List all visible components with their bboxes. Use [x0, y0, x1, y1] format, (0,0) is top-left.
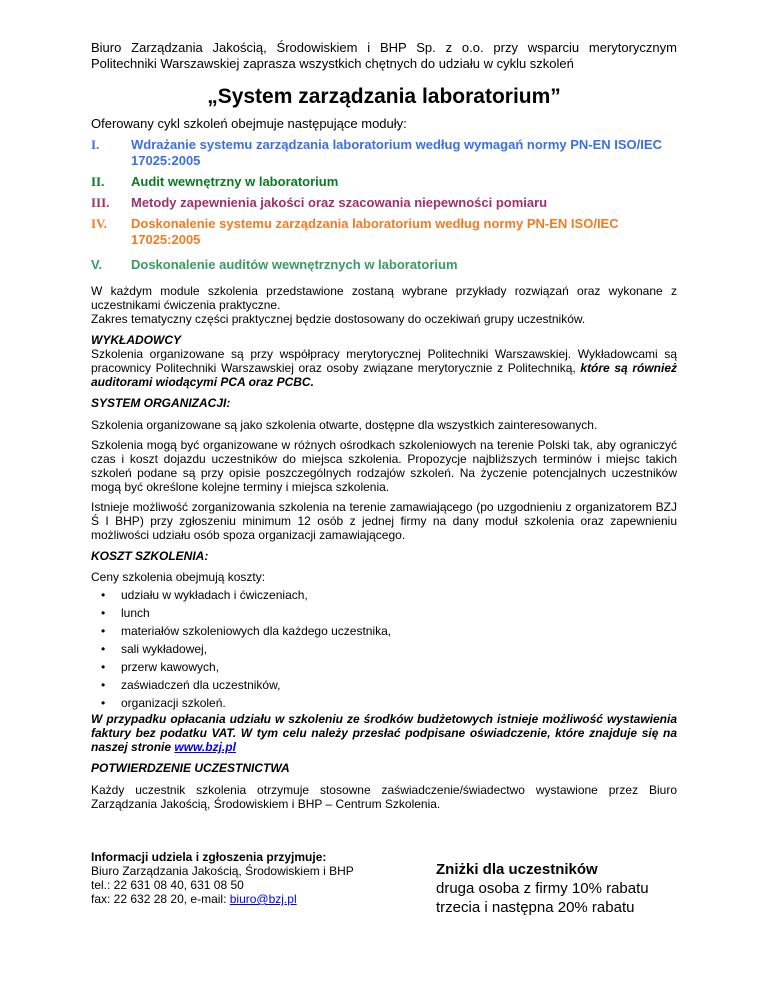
website-link[interactable]: www.bzj.pl: [174, 740, 236, 754]
confirmation-section: [91, 761, 677, 811]
bullet-icon: •: [101, 660, 106, 674]
module-item: [91, 216, 677, 248]
cost-item-text: zaświadczeń dla uczestników,: [121, 678, 281, 692]
module-number: II.: [91, 174, 105, 189]
document-page: [91, 40, 677, 811]
cost-note-text: W przypadku opłacania udziału w szkoleniu ze środków budżetowych istnieje możliwość wystawienia faktury bez podatku VAT. W tym celu należy przesłać podpisane oświadczenie, które znajduje się na naszej stronie: [91, 712, 677, 754]
lecturers-heading: WYKŁADOWCY: [91, 333, 181, 347]
organization-p3: Istnieje możliwość zorganizowania szkolenia na terenie zamawiającego (po uzgodnieniu z organizatorem BZJ Ś I BHP) przy zgłoszeniu minimum 12 osób z jednej firmy na dany moduł szkolenia oraz zapewnieniu możliwości udziału osób spoza organizacji zamawiającego.: [91, 500, 677, 542]
lecturers-section: [91, 333, 677, 389]
cost-item-text: lunch: [121, 606, 150, 620]
email-link[interactable]: biuro@bzj.pl: [229, 892, 297, 906]
discount-line-1: druga osoba z firmy 10% rabatu: [436, 880, 649, 897]
list-item: [91, 642, 677, 656]
cost-note: [91, 712, 677, 754]
cost-section: [91, 549, 677, 754]
lecturers-emphasis: które są również auditorami wiodącymi PCA oraz PCBC.: [91, 361, 678, 389]
intro-line-1: Biuro Zarządzania Jakością, Środowiskiem i BHP Sp. z o.o. przy wsparciu merytorycznym: [91, 40, 677, 55]
organization-section: [91, 396, 677, 542]
organization-p1: Szkolenia organizowane są jako szkolenia otwarte, dostępne dla wszystkich zainteresowanych.: [91, 418, 598, 432]
intro: [91, 40, 677, 72]
contact-fax: fax: 22 632 28 20, e-mail:: [91, 892, 230, 906]
modules-list: [91, 137, 677, 273]
bullet-icon: •: [101, 624, 106, 638]
contact-fax-line: [91, 892, 391, 906]
confirmation-text: Każdy uczestnik szkolenia otrzymuje stosowne zaświadczenie/świadectwo wystawione przez Biuro Zarządzania Jakością, Środowiskiem i BHP – Centrum Szkolenia.: [91, 783, 677, 811]
module-number: IV.: [91, 216, 108, 231]
module-number: III.: [91, 195, 110, 210]
contact-phone: tel.: 22 631 08 40, 631 08 50: [91, 878, 244, 892]
bullet-icon: •: [101, 696, 106, 710]
cost-item-text: materiałów szkoleniowych dla każdego uczestnika,: [121, 624, 392, 638]
practice-paragraph: W każdym module szkolenia przedstawione zostaną wybrane przykłady rozwiązań oraz wykonane z uczestnikami ćwiczenia praktyczne.: [91, 284, 677, 312]
confirmation-heading: POTWIERDZENIE UCZESTNICTWA: [91, 761, 290, 775]
discount-block: [436, 860, 696, 917]
bullet-icon: •: [101, 642, 106, 656]
page-title: „System zarządzania laboratorium”: [207, 85, 561, 108]
list-item: [91, 624, 677, 638]
list-item: [91, 678, 677, 692]
contact-org: Biuro Zarządzania Jakością, Środowiskiem i BHP: [91, 864, 354, 878]
cost-lead: Ceny szkolenia obejmują koszty:: [91, 570, 266, 584]
bullet-icon: •: [101, 678, 106, 692]
modules-lead: Oferowany cykl szkoleń obejmuje następujące moduły:: [91, 116, 407, 131]
contact-heading: Informacji udziela i zgłoszenia przyjmuje:: [91, 850, 327, 864]
module-title: Doskonalenie auditów wewnętrznych w laboratorium: [131, 257, 458, 272]
lecturers-text: [91, 347, 677, 389]
discount-heading: Zniżki dla uczestników: [436, 861, 598, 878]
cost-item-text: udziału w wykładach i ćwiczeniach,: [121, 588, 308, 602]
list-item: [91, 606, 677, 620]
list-item: [91, 696, 677, 710]
bullet-icon: •: [101, 588, 106, 602]
cost-item-text: sali wykładowej,: [121, 642, 208, 656]
intro-line-2: Politechniki Warszawskiej zaprasza wszystkich chętnych do udziału w cyklu szkoleń: [91, 56, 574, 71]
organization-heading: SYSTEM ORGANIZACJI:: [91, 396, 231, 410]
cost-list: [91, 588, 677, 710]
module-item: [91, 257, 677, 273]
contact-block: [91, 850, 391, 906]
module-item: [91, 137, 677, 169]
cost-item-text: przerw kawowych,: [121, 660, 220, 674]
lecturers-body: Szkolenia organizowane są przy współpracy merytorycznej Politechniki Warszawskiej. Wykładowcami są pracownicy Politechniki Warszawskiej oraz osoby związane merytorycznie z Politechniką,: [91, 347, 677, 375]
practice-scope: Zakres tematyczny części praktycznej będzie dostosowany do oczekiwań grupy uczestników.: [91, 312, 586, 326]
module-title: Doskonalenie systemu zarządzania laboratorium według normy PN-EN ISO/IEC 17025:2005: [131, 216, 619, 247]
module-number: I.: [91, 137, 100, 152]
module-title: Metody zapewnienia jakości oraz szacowania niepewności pomiaru: [131, 195, 548, 210]
discount-line-2: trzecia i następna 20% rabatu: [436, 899, 635, 916]
organization-p2: Szkolenia mogą być organizowane w różnych ośrodkach szkoleniowych na terenie Polski tak, aby ograniczyć czas i koszt dojazdu uczestników do miejsca szkolenia. Propozycje najbliższych terminów i miejsc takich szkoleń podane są przy opisie poszczególnych rodzajów szkoleń. Na życzenie potencjalnych uczestników mogą być określone kolejne terminy i miejsca szkolenia.: [91, 438, 677, 494]
bullet-icon: •: [101, 606, 106, 620]
module-item: [91, 195, 677, 211]
module-title: Audit wewnętrzny w laboratorium: [131, 174, 339, 189]
module-item: [91, 174, 677, 190]
module-title: Wdrażanie systemu zarządzania laboratorium według wymagań normy PN-EN ISO/IEC 17025:2005: [131, 137, 662, 168]
module-number: V.: [91, 257, 103, 272]
list-item: [91, 588, 677, 602]
practice-section: [91, 284, 677, 326]
list-item: [91, 660, 677, 674]
cost-heading: KOSZT SZKOLENIA:: [91, 549, 209, 563]
cost-item-text: organizacji szkoleń.: [121, 696, 226, 710]
